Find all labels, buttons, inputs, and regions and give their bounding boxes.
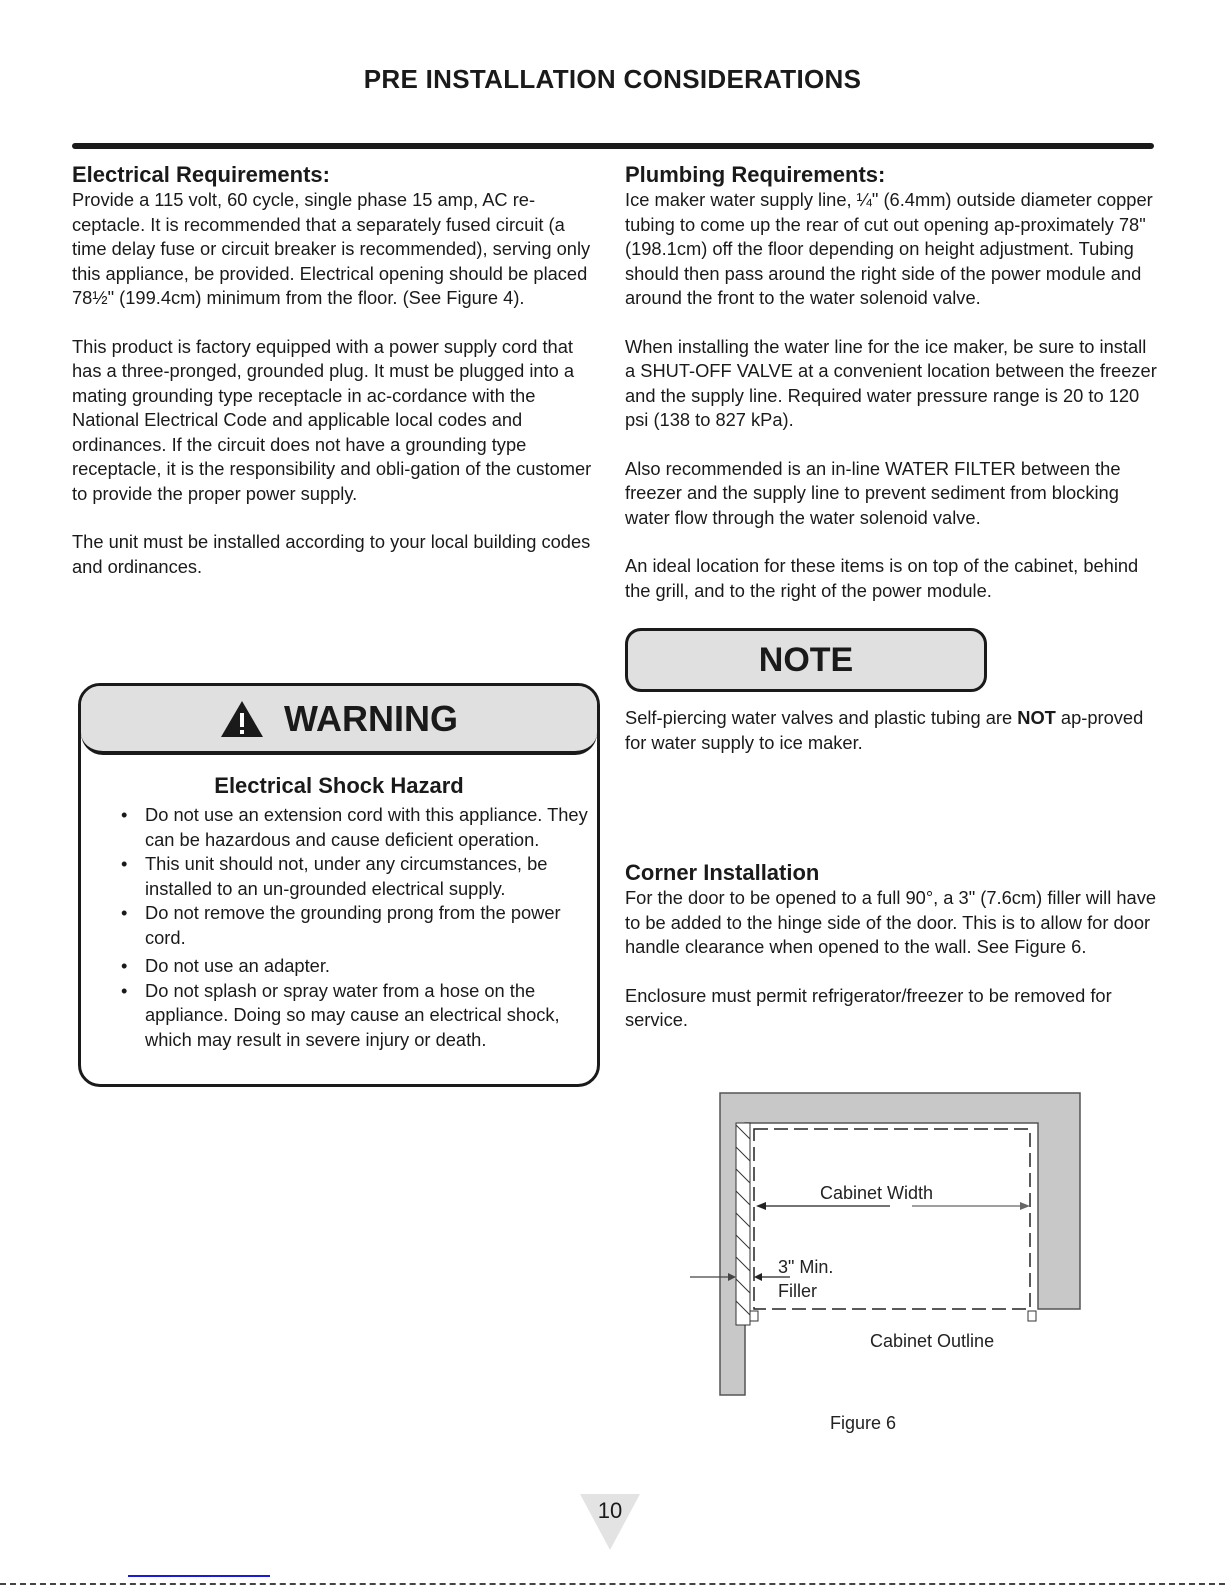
page-title: PRE INSTALLATION CONSIDERATIONS — [363, 64, 862, 94]
page-number-badge — [580, 1492, 640, 1550]
electrical-paragraph: This product is factory equipped with a power supply cord that has a three-pronged, grounded plug. It must be plugged into a mating grounding type receptacle in ac-cordance with the National Electrical Code and applicable local codes and ordinances. If the circuit does not have a grounding type receptacle, it is the responsibility and obli-gation of the customer to provide the proper power supply. — [72, 335, 592, 504]
warning-item: • Do not use an extension cord with this appliance. They can be hazardous and cause deficient operation. — [117, 803, 597, 852]
figure-6-diagram — [690, 1085, 1110, 1435]
corner-heading: Corner Installation — [625, 860, 820, 885]
page-number: 10 — [597, 1498, 623, 1523]
warning-list — [81, 803, 597, 1052]
filler-label-line1: 3" Min. — [778, 1257, 834, 1277]
plumbing-paragraph: An ideal location for these items is on top of the cabinet, behind the grill, and to the right of the power module. — [625, 555, 1139, 601]
warning-item: • Do not remove the grounding prong from the power cord. — [117, 901, 597, 950]
warning-label: WARNING — [284, 697, 458, 739]
plumbing-section — [625, 162, 1160, 603]
footer-link-underline — [128, 1575, 270, 1577]
plumbing-paragraph: Ice maker water supply line, ¼" (6.4mm) outside diameter copper tubing to come up the rear of cut out opening ap-proximately 78" (198.1cm) off the floor depending on height adjustment. Tubing should then pass around the right side of the power module and around the front to the water solenoid valve. — [625, 189, 1153, 308]
figure-caption: Figure 6 — [830, 1413, 897, 1433]
electrical-heading: Electrical Requirements: — [72, 162, 330, 187]
electrical-paragraph: Provide a 115 volt, 60 cycle, single phase 15 amp, AC re-ceptacle. It is recommended that a separately fused circuit (a time delay fuse or circuit breaker is recommended), serving only this appliance, be provided. Electrical opening should be placed 78½" (199.4cm) minimum from the floor. (See Figure 4). — [72, 189, 591, 308]
note-text-before: Self-piercing water valves and plastic tubing are — [625, 707, 1018, 728]
warning-item: • Do not splash or spray water from a hose on the appliance. Doing so may cause an electrical shock, which may result in severe injury or death. — [117, 979, 597, 1053]
corner-paragraph: Enclosure must permit refrigerator/freezer to be removed for service. — [625, 984, 1112, 1030]
note-text-bold: NOT — [1017, 707, 1056, 728]
electrical-section — [72, 162, 602, 579]
warning-header — [81, 686, 597, 755]
header-divider — [72, 143, 1154, 149]
electrical-paragraph: The unit must be installed according to your local building codes and ordinances. — [72, 531, 591, 577]
filler-hatch — [736, 1123, 750, 1325]
corner-section — [625, 860, 1160, 1033]
warning-triangle-icon — [220, 700, 264, 738]
corner-paragraph: For the door to be opened to a full 90°, a 3" (7.6cm) filler will have to be added to the hinge side of the door. This is to allow for door handle clearance when opened to the wall. See Figure 6. — [625, 887, 1157, 957]
footer-divider — [0, 1583, 1225, 1587]
note-text-after: ap-proved for water supply to ice maker. — [625, 707, 1144, 753]
note-label: NOTE — [758, 640, 854, 679]
note-box — [625, 628, 987, 692]
plumbing-heading: Plumbing Requirements: — [625, 162, 886, 187]
warning-item: • Do not use an adapter. — [117, 954, 597, 979]
plumbing-paragraph: Also recommended is an in-line WATER FILTER between the freezer and the supply line to prevent sediment from blocking water flow through the water solenoid valve. — [625, 457, 1121, 528]
cabinet-outline-label: Cabinet Outline — [870, 1331, 995, 1351]
warning-box — [78, 683, 600, 1087]
cabinet-width-label: Cabinet Width — [820, 1183, 934, 1203]
warning-item: • This unit should not, under any circumstances, be installed to an un-grounded electrical supply. — [117, 852, 597, 901]
warning-subtitle: Electrical Shock Hazard — [214, 773, 464, 798]
plumbing-paragraph: When installing the water line for the ice maker, be sure to install a SHUT-OFF VALVE at a convenient location between the freezer and the supply line. Required water pressure range is 20 to 120 psi (138 to 827 kPa). — [625, 335, 1157, 430]
note-text — [625, 706, 1160, 755]
filler-label-line2: Filler — [778, 1281, 817, 1301]
